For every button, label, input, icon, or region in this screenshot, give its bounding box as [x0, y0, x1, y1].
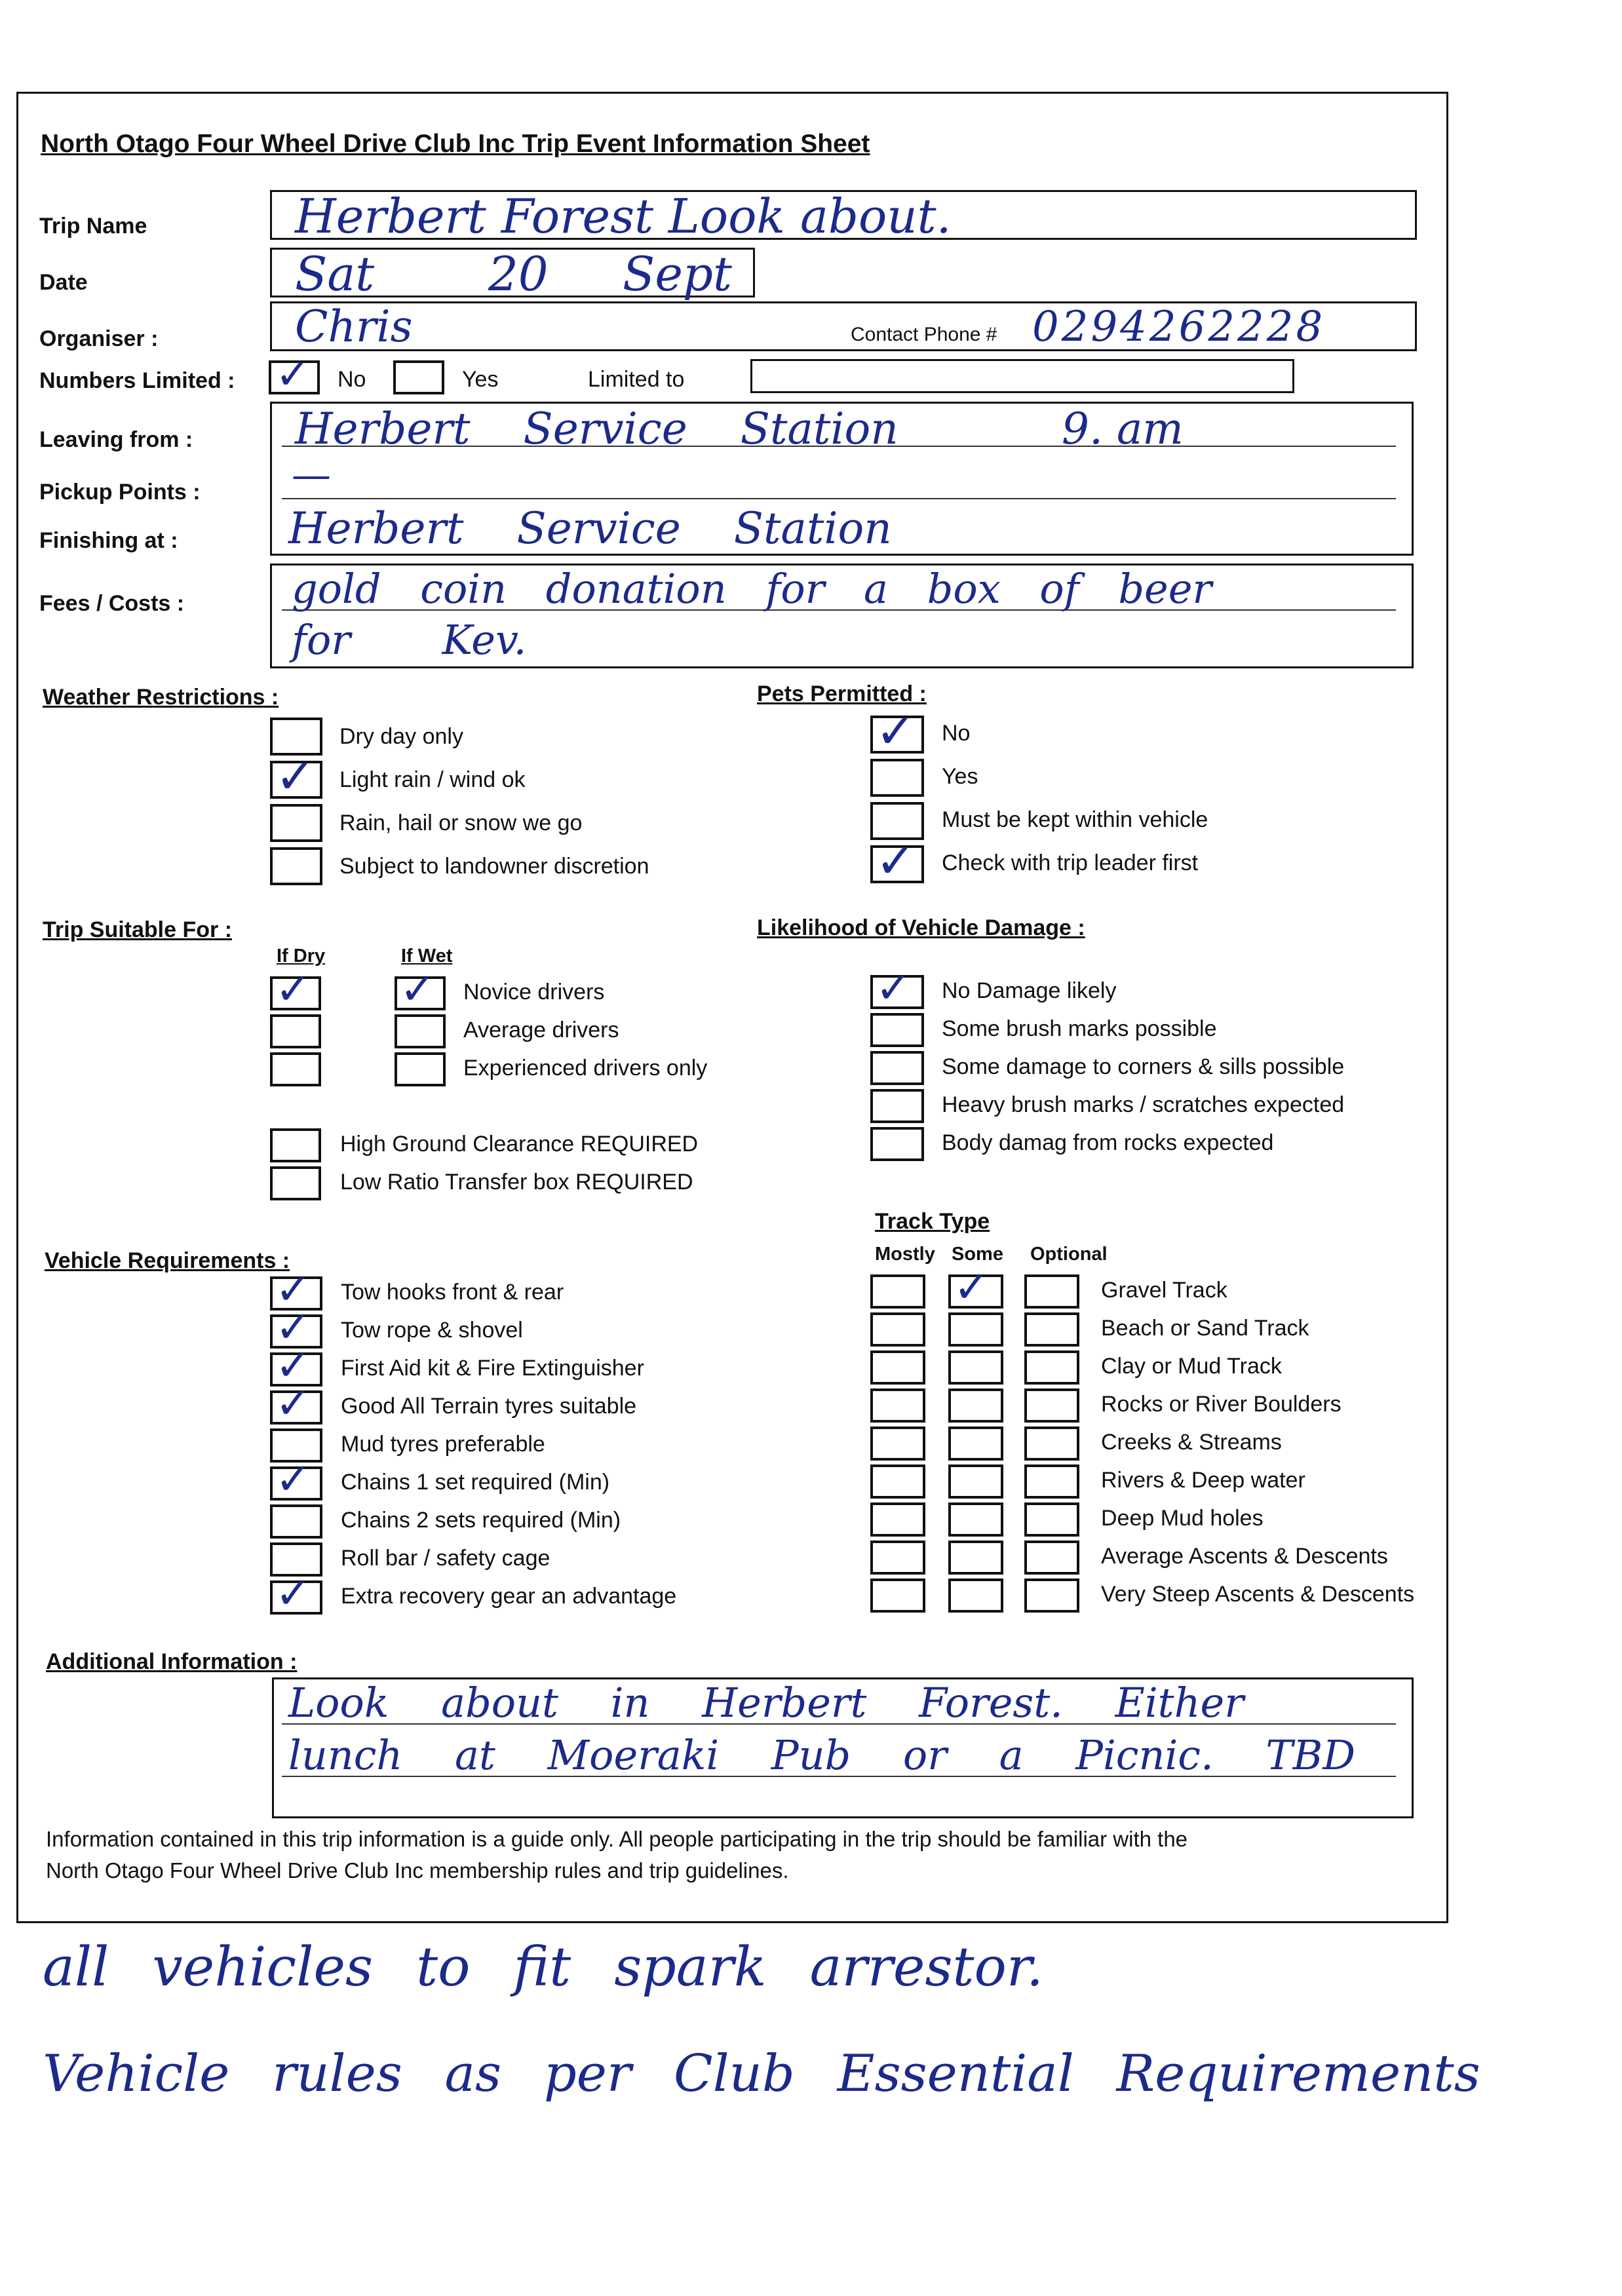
fees-costs-label: Fees / Costs :	[39, 591, 185, 616]
if-dry-checkbox[interactable]	[270, 1052, 321, 1086]
vehicle-checkbox[interactable]	[270, 1504, 322, 1539]
track-optional-checkbox[interactable]	[1024, 1274, 1079, 1309]
finishing-at-value: Herbert Service Station	[288, 503, 892, 554]
track-some-checkbox[interactable]	[948, 1464, 1003, 1499]
pets-option-label: Yes	[942, 764, 978, 789]
vehicle-option-label: Roll bar / safety cage	[341, 1546, 550, 1571]
damage-checkbox[interactable]	[870, 1013, 924, 1047]
check-mark-icon: ✓	[876, 833, 916, 889]
form-title: North Otago Four Wheel Drive Club Inc Trip Event Information Sheet	[41, 130, 870, 158]
damage-option-label: No Damage likely	[942, 978, 1117, 1003]
track-row-label: Beach or Sand Track	[1101, 1316, 1309, 1341]
if-dry-checkbox[interactable]	[270, 1014, 321, 1048]
pets-option-label: No	[942, 721, 971, 746]
damage-option-label: Some damage to corners & sills possible	[942, 1054, 1345, 1079]
track-optional-checkbox[interactable]	[1024, 1464, 1079, 1499]
disclaimer-line1: Information contained in this trip information is a guide only. All people participating in the trip should be familiar with the	[46, 1827, 1188, 1851]
track-optional-checkbox[interactable]	[1024, 1502, 1079, 1537]
track-row-label: Gravel Track	[1101, 1278, 1227, 1303]
track-some-checkbox[interactable]	[948, 1350, 1003, 1385]
date-day: Sat	[295, 246, 375, 301]
pets-option-label: Check with trip leader first	[942, 851, 1199, 875]
weather-option-label: Rain, hail or snow we go	[339, 811, 583, 835]
track-mostly-checkbox[interactable]	[870, 1350, 925, 1385]
suitable-row-label: Experienced drivers only	[463, 1056, 708, 1081]
track-mostly-checkbox[interactable]	[870, 1578, 925, 1613]
track-some-checkbox[interactable]	[948, 1502, 1003, 1537]
contact-phone-label: Contact Phone #	[851, 324, 997, 345]
handwritten-note-line1: all vehicles to fit spark arrestor.	[43, 1936, 1044, 1999]
track-some-checkbox[interactable]	[948, 1540, 1003, 1575]
additional-value-line1: Look about in Herbert Forest. Either	[288, 1679, 1244, 1727]
leaving-from-value: Herbert Service Station	[295, 404, 898, 454]
track-some-checkbox[interactable]	[948, 1578, 1003, 1613]
additional-heading: Additional Information :	[46, 1649, 298, 1674]
vehicle-option-label: Extra recovery gear an advantage	[341, 1584, 677, 1609]
vehicle-option-label: Tow rope & shovel	[341, 1318, 523, 1343]
finishing-at-label: Finishing at :	[39, 528, 178, 553]
track-mostly-checkbox[interactable]	[870, 1388, 925, 1423]
additional-value-line2: lunch at Moeraki Pub or a Picnic. TBD	[288, 1731, 1356, 1779]
suitable-extra-checkbox[interactable]	[270, 1128, 321, 1162]
organiser-label: Organiser :	[39, 326, 159, 351]
damage-checkbox[interactable]	[870, 1089, 924, 1123]
check-mark-icon: ✓	[275, 1379, 311, 1428]
suitable-heading: Trip Suitable For :	[43, 917, 233, 942]
leaving-time-value: 9. am	[1062, 404, 1184, 454]
track-row-label: Creeks & Streams	[1101, 1430, 1282, 1455]
damage-heading: Likelihood of Vehicle Damage :	[757, 915, 1085, 940]
check-mark-icon: ✓	[400, 965, 436, 1014]
weather-checkbox[interactable]	[270, 847, 322, 885]
track-optional-checkbox[interactable]	[1024, 1388, 1079, 1423]
track-mostly-checkbox[interactable]	[870, 1274, 925, 1309]
pets-option-label: Must be kept within vehicle	[942, 807, 1208, 832]
numbers-limited-yes-label: Yes	[462, 367, 499, 392]
date-label: Date	[39, 270, 88, 295]
track-mostly-checkbox[interactable]	[870, 1312, 925, 1347]
track-row-label: Very Steep Ascents & Descents	[1101, 1582, 1415, 1607]
numbers-limited-label: Numbers Limited :	[39, 368, 235, 393]
weather-heading: Weather Restrictions :	[43, 685, 279, 710]
disclaimer-line2: North Otago Four Wheel Drive Club Inc membership rules and trip guidelines.	[46, 1858, 789, 1883]
pets-checkbox[interactable]	[870, 759, 924, 797]
pets-heading: Pets Permitted :	[757, 681, 927, 706]
contact-phone-value: 0294262228	[1032, 303, 1326, 351]
handwritten-note-line2: Vehicle rules as per Club Essential Requirements	[43, 2044, 1480, 2103]
track-mostly-header: Mostly	[875, 1244, 935, 1265]
track-optional-checkbox[interactable]	[1024, 1426, 1079, 1461]
if-wet-header: If Wet	[401, 946, 453, 966]
fees-value-line1: gold coin donation for a box of beer	[292, 565, 1212, 613]
check-mark-icon: ✓	[275, 351, 311, 399]
track-row-label: Average Ascents & Descents	[1101, 1544, 1388, 1569]
suitable-extra-checkbox[interactable]	[270, 1166, 321, 1200]
track-some-header: Some	[952, 1244, 1003, 1265]
damage-option-label: Body damag from rocks expected	[942, 1130, 1274, 1155]
trip-name-label: Trip Name	[39, 214, 147, 239]
damage-checkbox[interactable]	[870, 1051, 924, 1085]
weather-option-label: Dry day only	[339, 724, 463, 749]
track-some-checkbox[interactable]	[948, 1426, 1003, 1461]
check-mark-icon: ✓	[275, 965, 311, 1014]
vehicle-option-label: First Aid kit & Fire Extinguisher	[341, 1356, 644, 1381]
track-optional-checkbox[interactable]	[1024, 1578, 1079, 1613]
suitable-extra-label: Low Ratio Transfer box REQUIRED	[340, 1170, 693, 1195]
pickup-points-value: —	[292, 452, 331, 498]
organiser-value: Chris	[295, 301, 413, 352]
suitable-row-label: Novice drivers	[463, 980, 605, 1004]
damage-checkbox[interactable]	[870, 1127, 924, 1161]
track-some-checkbox[interactable]	[948, 1312, 1003, 1347]
track-row-label: Rivers & Deep water	[1101, 1468, 1305, 1493]
check-mark-icon: ✓	[876, 704, 916, 759]
track-mostly-checkbox[interactable]	[870, 1502, 925, 1537]
weather-checkbox[interactable]	[270, 804, 322, 842]
track-optional-checkbox[interactable]	[1024, 1540, 1079, 1575]
fees-value-line2: for Kev.	[292, 616, 527, 664]
check-mark-icon: ✓	[275, 1455, 311, 1504]
vehicle-option-label: Chains 1 set required (Min)	[341, 1470, 610, 1495]
check-mark-icon: ✓	[275, 1341, 311, 1390]
if-dry-header: If Dry	[277, 946, 326, 966]
vehicle-option-label: Mud tyres preferable	[341, 1432, 545, 1457]
if-wet-checkbox[interactable]	[395, 1014, 446, 1048]
check-mark-icon: ✓	[275, 749, 316, 805]
suitable-row-label: Average drivers	[463, 1018, 619, 1043]
pickup-line	[282, 498, 1396, 499]
weather-option-label: Light rain / wind ok	[339, 767, 526, 792]
track-some-checkbox[interactable]	[948, 1388, 1003, 1423]
vehicle-option-label: Chains 2 sets required (Min)	[341, 1508, 621, 1533]
leaving-from-label: Leaving from :	[39, 427, 193, 452]
date-month: Sept	[623, 246, 732, 301]
check-mark-icon: ✓	[275, 1569, 311, 1618]
date-num: 20	[488, 246, 549, 301]
track-optional-checkbox[interactable]	[1024, 1312, 1079, 1347]
damage-option-label: Some brush marks possible	[942, 1016, 1217, 1041]
suitable-extra-label: High Ground Clearance REQUIRED	[340, 1132, 699, 1157]
track-optional-header: Optional	[1030, 1244, 1108, 1265]
damage-option-label: Heavy brush marks / scratches expected	[942, 1092, 1345, 1117]
if-wet-checkbox[interactable]	[395, 1052, 446, 1086]
check-mark-icon: ✓	[954, 1263, 990, 1312]
numbers-limited-yes-checkbox[interactable]	[393, 360, 444, 394]
track-mostly-checkbox[interactable]	[870, 1426, 925, 1461]
check-mark-icon: ✓	[275, 1303, 311, 1352]
limited-to-label: Limited to	[588, 367, 685, 392]
vehicle-option-label: Good All Terrain tyres suitable	[341, 1394, 637, 1419]
pickup-points-label: Pickup Points :	[39, 480, 201, 505]
weather-option-label: Subject to landowner discretion	[339, 854, 649, 879]
limited-to-field[interactable]	[750, 359, 1294, 393]
check-mark-icon: ✓	[275, 1265, 311, 1314]
track-row-label: Rocks or River Boulders	[1101, 1392, 1342, 1417]
track-optional-checkbox[interactable]	[1024, 1350, 1079, 1385]
check-mark-icon: ✓	[876, 964, 912, 1013]
vehicle-option-label: Tow hooks front & rear	[341, 1280, 564, 1305]
numbers-limited-no-label: No	[338, 367, 366, 392]
track-row-label: Deep Mud holes	[1101, 1506, 1264, 1531]
vehicle-heading: Vehicle Requirements :	[45, 1248, 290, 1273]
trip-name-value: Herbert Forest Look about.	[295, 189, 952, 244]
track-mostly-checkbox[interactable]	[870, 1464, 925, 1499]
track-heading: Track Type	[875, 1209, 990, 1234]
track-mostly-checkbox[interactable]	[870, 1540, 925, 1575]
track-row-label: Clay or Mud Track	[1101, 1354, 1282, 1379]
